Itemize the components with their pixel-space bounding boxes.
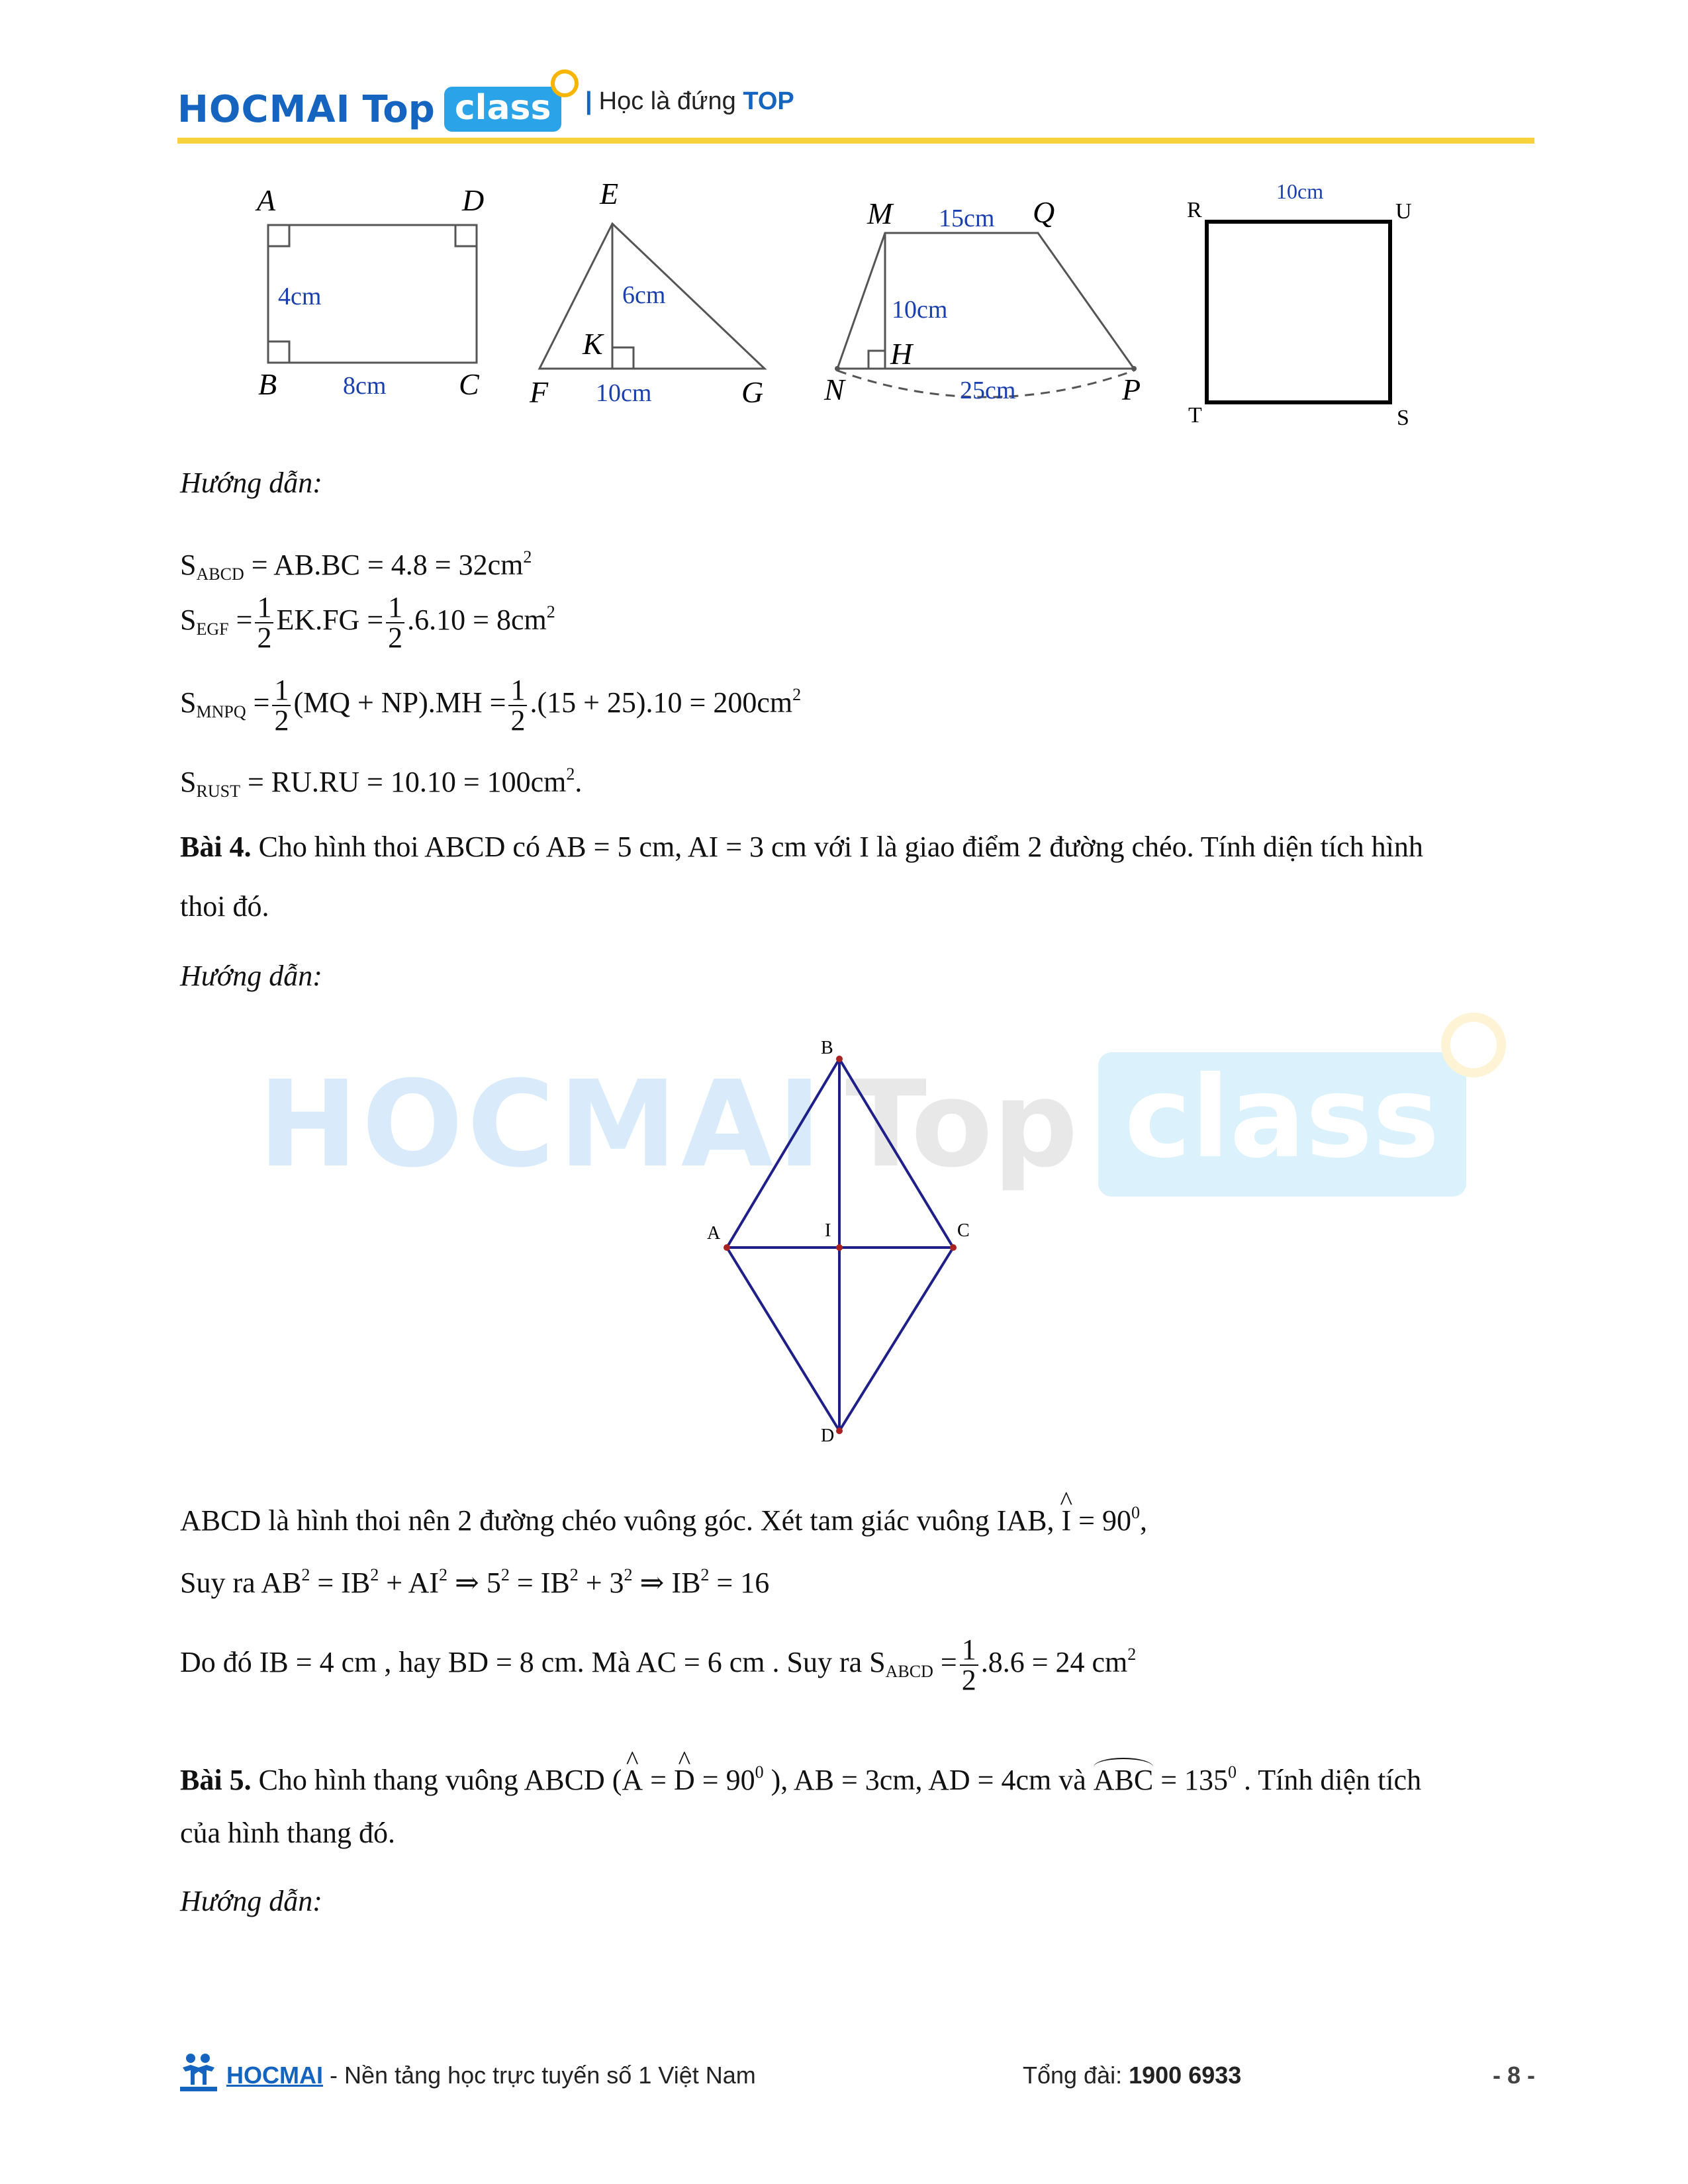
logo-class-badge [444, 87, 562, 132]
fraction [272, 673, 291, 737]
point-i [836, 1244, 843, 1251]
trap-label-q: Q [1033, 195, 1055, 229]
footer-brand-link[interactable]: HOCMAI [226, 2062, 323, 2089]
trap-top-label: 15cm [939, 205, 995, 232]
superscript: 2 [792, 685, 802, 704]
exercise-4-label: Bài 4. [180, 831, 252, 863]
superscript: 2 [1127, 1645, 1137, 1664]
exercise-5-line-1 [180, 1752, 1421, 1800]
superscript: 2 [569, 1565, 579, 1584]
tri-label-f: F [530, 375, 549, 409]
trap-label-p: P [1122, 373, 1141, 406]
equals: = [253, 686, 270, 719]
hocmai-people-icon [179, 2052, 218, 2093]
equals: = [236, 604, 253, 636]
numerator: 1 [386, 593, 404, 623]
hotline-label: Tổng đài: [1023, 2062, 1129, 2089]
denominator: 2 [274, 704, 289, 737]
point-b [836, 1056, 843, 1062]
tri-label-g: G [741, 375, 764, 409]
guide-heading-4: Hướng dẫn: [180, 960, 322, 992]
sun-icon [551, 69, 579, 97]
angle-d: ^ D [674, 1760, 695, 1800]
trap-bottom-label: 25cm [960, 377, 1016, 404]
slogan-separator: | [585, 87, 592, 115]
s-symbol: S [180, 549, 197, 581]
point-n [835, 366, 840, 371]
guide-heading-3: Hướng dẫn: [180, 467, 322, 499]
figure-trapezoid [837, 233, 1134, 397]
denominator: 2 [257, 621, 272, 654]
logo-class-text: class [454, 88, 551, 128]
denominator: 2 [961, 1663, 976, 1696]
rhombus-label-i: I [825, 1220, 831, 1241]
hotline-number: 1900 6933 [1129, 2062, 1242, 2089]
solution-3-line-4 [180, 754, 582, 811]
logo-hocmai-text: HOCMAI [177, 87, 351, 131]
numerator: 1 [255, 593, 273, 623]
watermark-class: class [1124, 1052, 1440, 1183]
expr-part: ⇒ 5 [447, 1567, 501, 1599]
s-symbol: S [180, 604, 197, 636]
watermark-top: Top [845, 1055, 1078, 1194]
subscript: EGF [196, 619, 229, 639]
guide-heading-5: Hướng dẫn: [180, 1885, 322, 1917]
rect-width-label: 8cm [343, 372, 387, 400]
rhombus-figure [0, 1032, 1688, 1456]
superscript: 0 [1131, 1503, 1140, 1522]
hocmai-topclass-logo [177, 76, 561, 142]
footer-tagline: - Nền tảng học trực tuyến số 1 Việt Nam [323, 2062, 756, 2089]
superscript: 2 [546, 602, 555, 621]
fraction [255, 590, 273, 654]
expression: .6.10 = 8cm [407, 604, 547, 636]
expr-part: = IB [310, 1567, 371, 1599]
tri-height-label: 6cm [622, 281, 666, 309]
expr-part: ⇒ IB [632, 1567, 701, 1599]
exercise-4-line-1 [180, 827, 1423, 867]
trap-label-n: N [824, 373, 845, 406]
s-symbol: S [180, 766, 197, 798]
tri-label-k: K [583, 327, 603, 361]
expression: = 90 [694, 1764, 755, 1796]
numerator: 1 [508, 676, 527, 706]
subscript: ABCD [885, 1662, 933, 1681]
rhombus-label-a: A [707, 1223, 721, 1244]
trap-height-label: 10cm [892, 296, 948, 324]
period: . [575, 766, 583, 798]
slogan-text: Học là đứng [598, 87, 736, 115]
rhombus-label-b: B [821, 1038, 833, 1058]
expression: ), AB = 3cm, AD = 4cm và [763, 1764, 1094, 1796]
header-slogan [585, 87, 794, 116]
subscript: MNPQ [196, 702, 246, 721]
watermark-hocmai: HOCMAI [258, 1055, 826, 1194]
logo-top-text: Top [362, 87, 435, 131]
superscript: 2 [566, 764, 575, 784]
superscript: 0 [1228, 1762, 1237, 1782]
solution-3-line-2 [180, 592, 555, 653]
page-number: - 8 - [1493, 2062, 1536, 2089]
expression: .8.6 = 24 cm [980, 1646, 1128, 1678]
sq-label-u: U [1395, 199, 1412, 224]
superscript: 0 [755, 1762, 764, 1782]
point-p [1131, 366, 1137, 371]
solution-3-line-1 [180, 537, 532, 594]
solution-4-line-3 [180, 1635, 1136, 1695]
superscript: 2 [523, 547, 532, 567]
exercise-5-text: . Tính diện tích [1237, 1764, 1422, 1796]
angle-abc: ABC [1094, 1758, 1153, 1800]
expr-part: = 16 [709, 1567, 770, 1599]
superscript: 2 [301, 1565, 310, 1584]
numerator: 1 [272, 676, 291, 706]
numerator: 1 [960, 1635, 978, 1666]
angle-a: ^ A [622, 1760, 643, 1800]
point-c [950, 1244, 957, 1251]
solution-4-line-1 [180, 1493, 1147, 1541]
rhombus-label-d: D [821, 1426, 835, 1446]
trap-label-h: H [890, 337, 913, 371]
expression: = 135 [1153, 1764, 1229, 1796]
subscript: ABCD [196, 565, 244, 584]
subscript: RUST [196, 782, 240, 801]
trap-label-m: M [867, 197, 893, 230]
fraction [386, 590, 404, 654]
exercise-5-text: Cho hình thang vuông ABCD ( [258, 1764, 622, 1796]
solution-3-line-3 [180, 675, 801, 735]
superscript: 2 [500, 1565, 510, 1584]
exercise-4-line-2: thoi đó. [180, 890, 269, 923]
superscript: 2 [370, 1565, 379, 1584]
exercise-4-text: Cho hình thoi ABCD có AB = 5 cm, AI = 3 cm với I là giao điểm 2 đường chéo. Tính diện tích hình [258, 831, 1423, 863]
solution-4-text: ABCD là hình thoi nên 2 đường chéo vuông góc. Xét tam giác vuông IAB, [180, 1504, 1055, 1537]
header-divider [177, 138, 1534, 144]
expression: = RU.RU = 10.10 = 100cm [247, 766, 567, 798]
exercise-5-label: Bài 5. [180, 1764, 252, 1796]
expr-part: + 3 [578, 1567, 624, 1599]
solution-4-text: Do đó IB = 4 cm , hay BD = 8 cm. Mà AC = 6 cm . Suy ra S [180, 1646, 886, 1678]
expr-part: Suy ra AB [180, 1567, 302, 1599]
expr-part: + AI [379, 1567, 440, 1599]
s-symbol: S [180, 686, 197, 719]
geometry-figures [0, 159, 1688, 437]
sq-label-t: T [1188, 403, 1202, 428]
angle-i: ^ I [1061, 1501, 1071, 1541]
footer-left [226, 2062, 756, 2089]
sq-label-s: S [1397, 406, 1409, 430]
tri-base-label: 10cm [596, 379, 652, 407]
footer-hotline [1023, 2062, 1241, 2089]
fraction [508, 673, 527, 737]
expression: EK.FG = [276, 604, 384, 636]
expression: .(15 + 25).10 = 200cm [530, 686, 793, 719]
tri-label-e: E [600, 177, 619, 210]
rect-label-b: B [258, 367, 277, 401]
solution-4-line-2 [180, 1555, 769, 1603]
denominator: 2 [510, 704, 526, 737]
denominator: 2 [388, 621, 403, 654]
equals: = [933, 1646, 957, 1678]
superscript: 2 [700, 1565, 710, 1584]
fraction [960, 1635, 978, 1695]
expression: (MQ + NP).MH = [293, 686, 506, 719]
equals: = [643, 1764, 674, 1796]
rect-label-c: C [459, 367, 479, 401]
point-a [724, 1244, 730, 1251]
sq-side-label: 10cm [1276, 179, 1324, 203]
exercise-5-line-2: của hình thang đó. [180, 1817, 396, 1849]
rect-label-a: A [257, 183, 276, 217]
comma: , [1139, 1504, 1147, 1537]
expression: = 90 [1071, 1504, 1131, 1537]
sq-label-r: R [1187, 198, 1202, 222]
rect-height-label: 4cm [278, 283, 322, 310]
figure-square [1207, 222, 1390, 402]
expr-part: = IB [509, 1567, 570, 1599]
superscript: 2 [624, 1565, 633, 1584]
rect-label-d: D [462, 183, 485, 217]
slogan-top: TOP [743, 87, 794, 115]
expression: = AB.BC = 4.8 = 32cm [251, 549, 524, 581]
superscript: 2 [439, 1565, 448, 1584]
rhombus-label-c: C [957, 1220, 970, 1241]
point-d [836, 1428, 843, 1434]
